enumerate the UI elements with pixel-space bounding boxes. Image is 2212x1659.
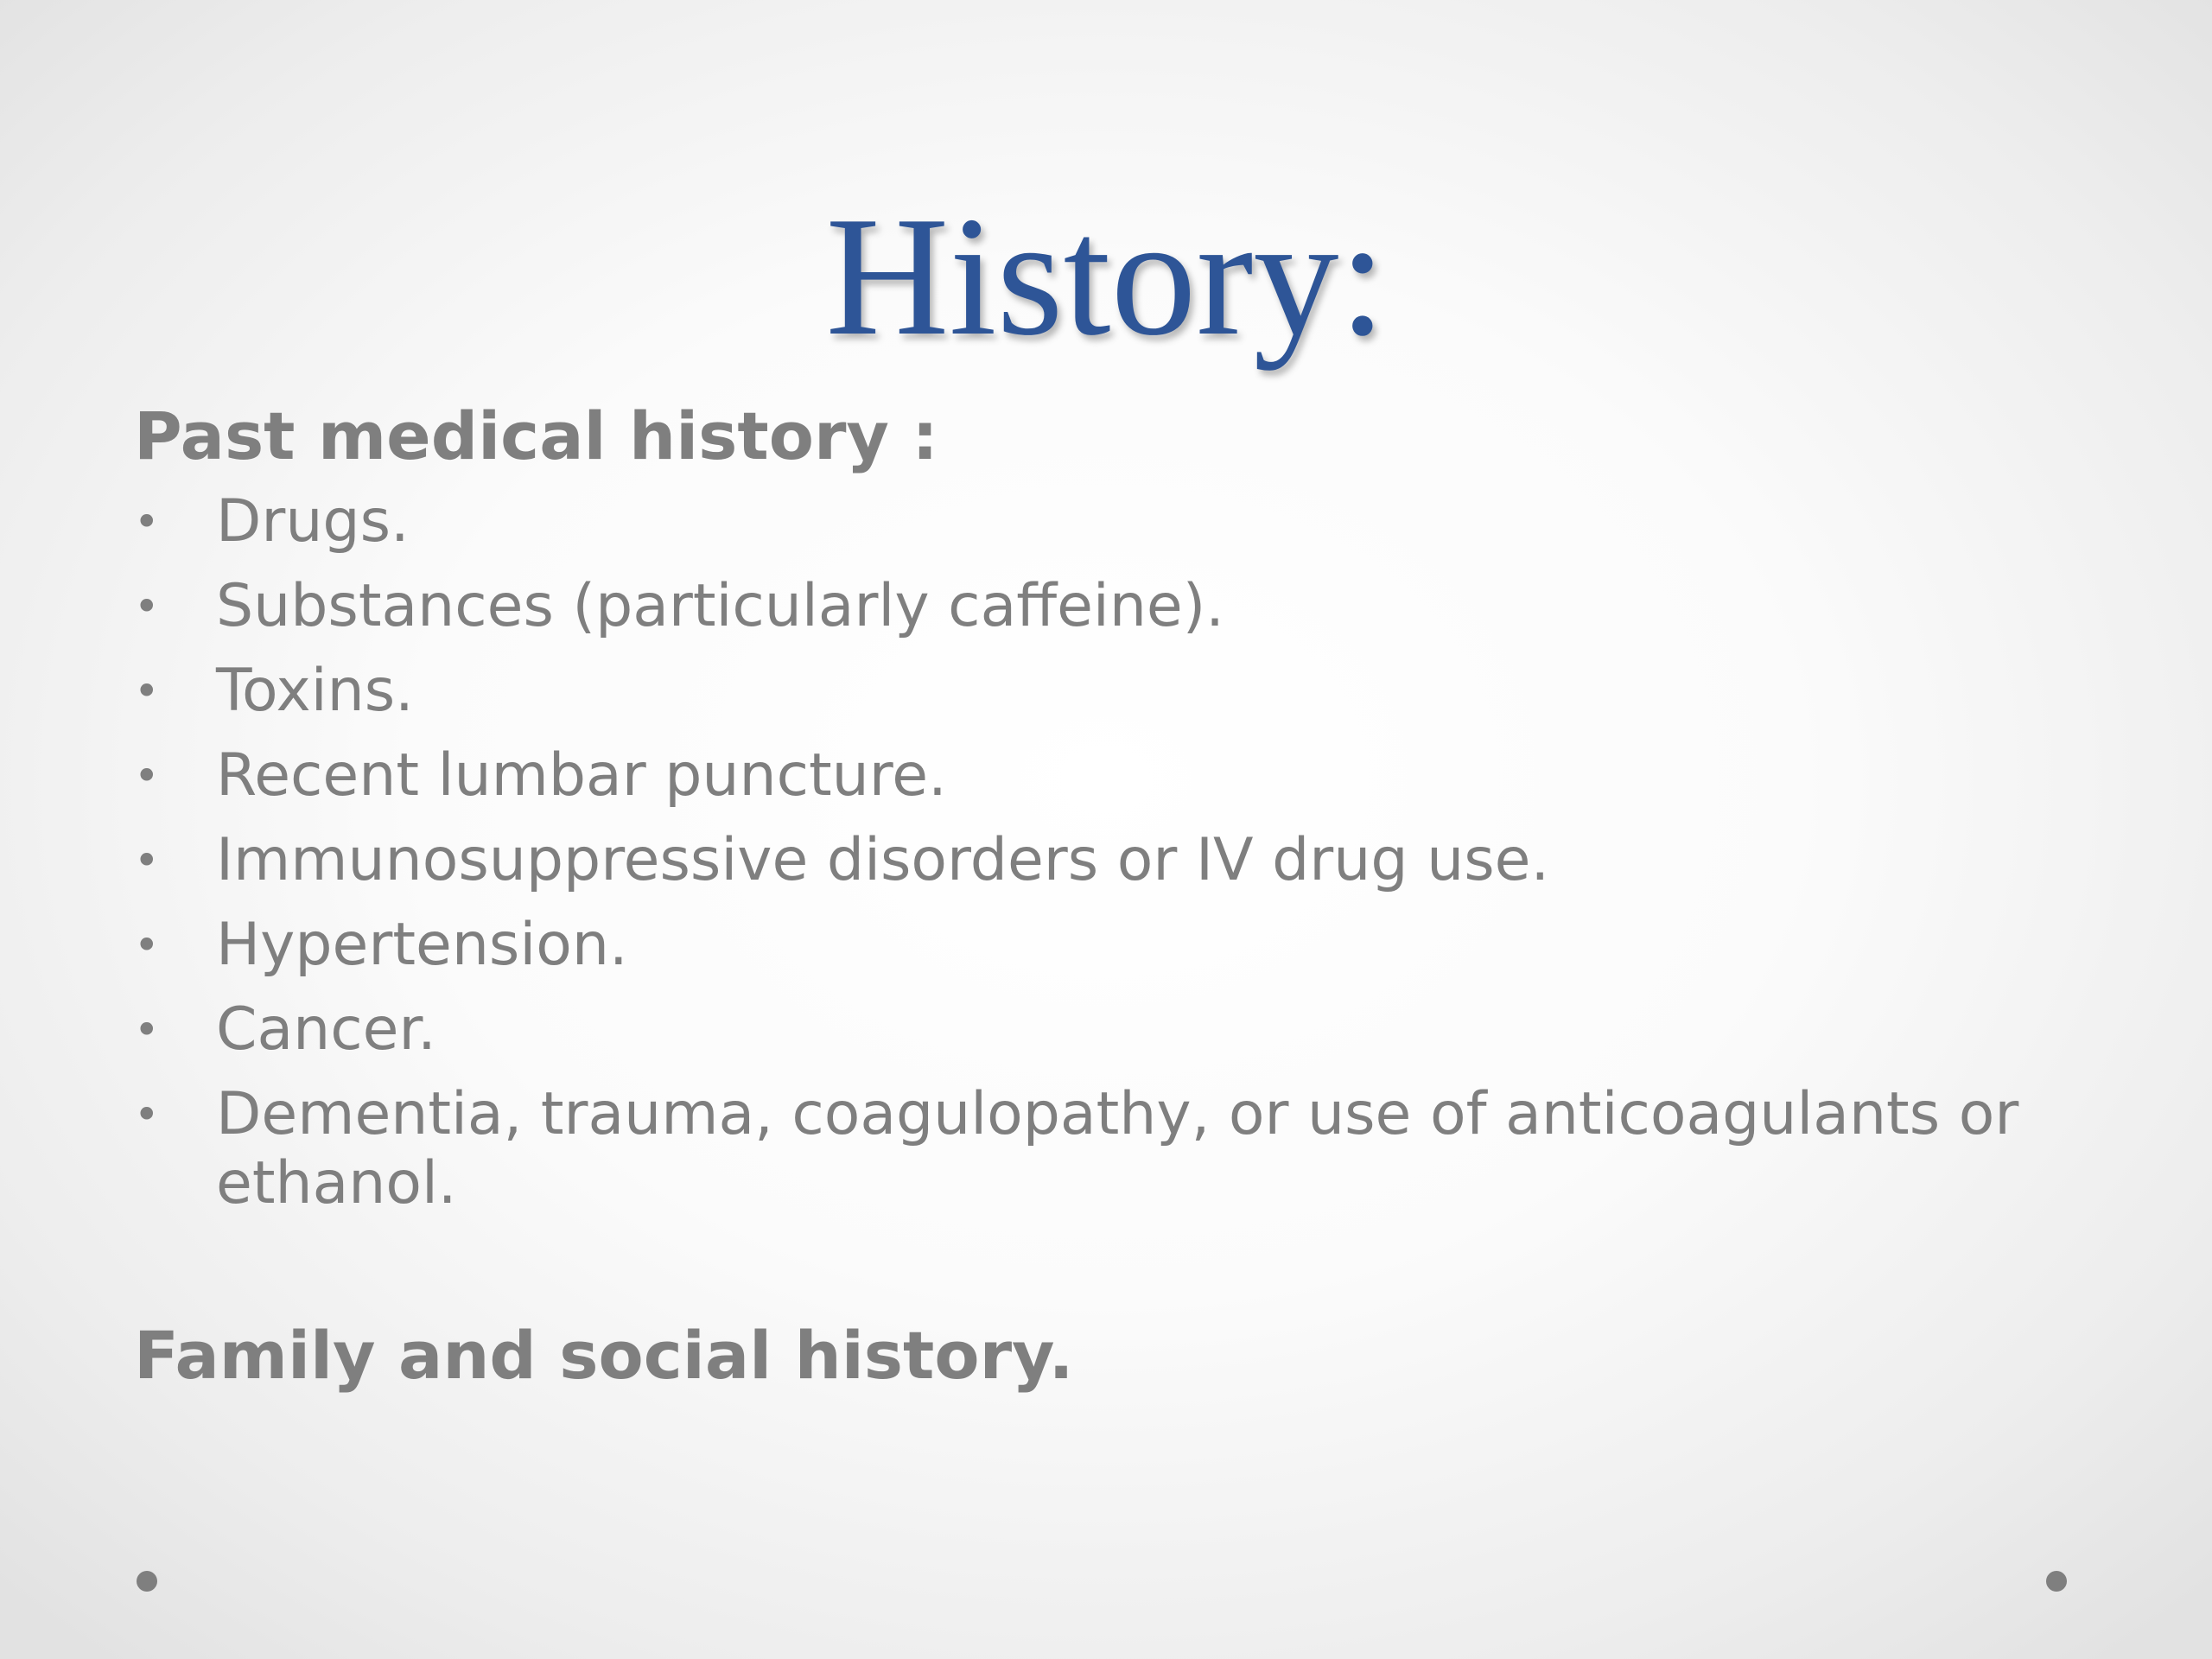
bullet-icon: •	[134, 1005, 160, 1055]
list-item-text: Cancer.	[216, 995, 436, 1064]
list-item-text: Drugs.	[216, 487, 410, 556]
list-item-text: Hypertension.	[216, 911, 628, 979]
list-item	[134, 649, 2113, 734]
list-item	[134, 903, 2113, 988]
bullet-icon: •	[134, 582, 160, 632]
list-item-text: Recent lumbar puncture.	[216, 741, 947, 810]
corner-dot-decoration-left	[137, 1571, 157, 1592]
corner-dot-decoration-right	[2046, 1571, 2067, 1592]
list-item	[134, 818, 2113, 903]
list-item-text: Substances (particularly caffeine).	[216, 572, 1224, 640]
list-item	[134, 480, 2113, 564]
list-item	[134, 734, 2113, 818]
list-item-text: Immunosuppressive disorders or IV drug use.	[216, 826, 1550, 894]
family-social-history-heading: Family and social history.	[134, 1317, 1074, 1394]
bullet-icon: •	[134, 751, 160, 801]
bullet-icon: •	[134, 1090, 160, 1140]
bullet-icon: •	[134, 836, 160, 886]
list-item	[134, 1072, 2113, 1226]
slide-body	[134, 393, 2113, 1399]
bullet-icon: •	[134, 497, 160, 547]
bullet-icon: •	[134, 920, 160, 970]
past-medical-history-list	[134, 480, 2113, 1226]
past-medical-history-heading: Past medical history :	[134, 397, 938, 474]
list-item-text: Toxins.	[216, 657, 414, 725]
bullet-icon: •	[134, 666, 160, 716]
list-item	[134, 564, 2113, 649]
list-item-text: Dementia, trauma, coagulopathy, or use of anticoagulants or ethanol.	[216, 1080, 2019, 1217]
slide-title: History:	[825, 181, 1387, 371]
list-item	[134, 988, 2113, 1072]
